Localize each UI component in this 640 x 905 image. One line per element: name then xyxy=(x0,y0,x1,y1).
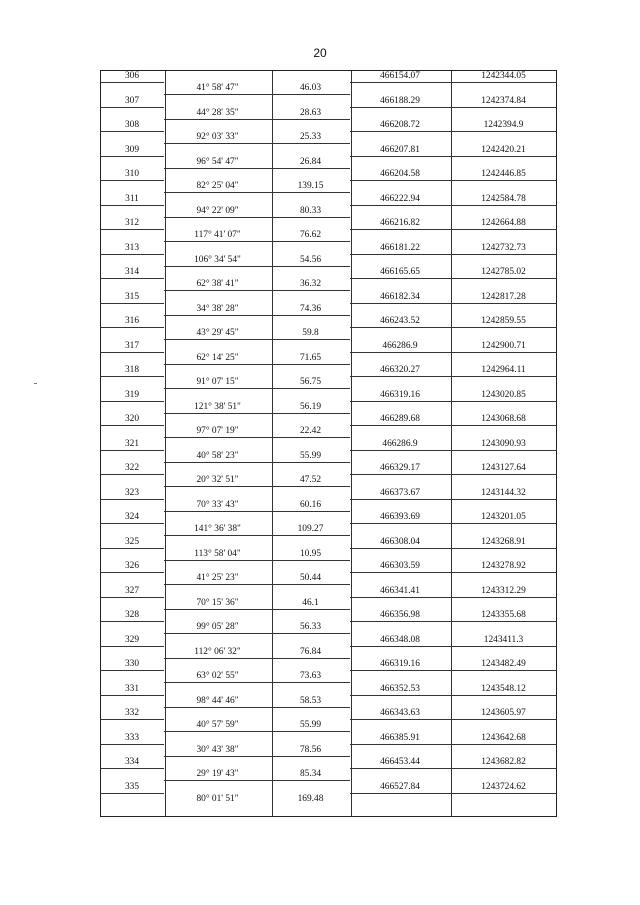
station-rule xyxy=(350,572,557,573)
course-distance: 74.36 xyxy=(299,303,322,314)
station-point-id: 306 xyxy=(124,71,140,81)
station-point-id: 326 xyxy=(124,561,140,571)
course-angle: 106° 34' 54" xyxy=(194,254,241,265)
station-rule xyxy=(350,156,557,157)
course-angle: 29° 19' 43" xyxy=(196,769,239,780)
course-rule xyxy=(164,584,350,585)
station-rule xyxy=(350,768,557,769)
station-northing: 1242420.21 xyxy=(481,144,526,155)
course-distance: 85.34 xyxy=(299,769,322,780)
station-northing: 1242732.73 xyxy=(481,242,526,253)
station-easting: 466453.44 xyxy=(380,757,420,767)
station-point-id: 335 xyxy=(124,781,140,792)
station-point-id: 309 xyxy=(124,144,140,155)
station-point-id: 327 xyxy=(124,585,140,596)
station-rule xyxy=(100,695,164,696)
station-rule xyxy=(350,82,557,83)
station-rule xyxy=(350,523,557,524)
course-distance: 26.84 xyxy=(299,156,322,167)
course-rule xyxy=(164,486,350,487)
station-easting: 466207.81 xyxy=(380,144,420,155)
course-rule xyxy=(164,658,350,659)
station-point-id: 333 xyxy=(124,732,140,743)
course-distance: 46.1 xyxy=(302,597,319,608)
station-northing: 1242664.88 xyxy=(481,218,526,228)
station-point-id: 320 xyxy=(124,414,140,424)
course-angle: 62° 38' 41" xyxy=(196,279,239,290)
station-northing: 1243020.85 xyxy=(481,389,526,400)
station-point-id: 329 xyxy=(124,634,140,645)
station-rule xyxy=(350,303,557,304)
station-northing: 1242859.55 xyxy=(481,316,526,326)
station-northing: 1243411.3 xyxy=(483,634,524,645)
station-easting: 466204.58 xyxy=(380,169,420,179)
course-angle: 63° 02' 55" xyxy=(196,671,239,682)
course-angle: 94° 22' 09" xyxy=(196,205,239,216)
station-point-id: 311 xyxy=(125,193,139,204)
station-point-id: 313 xyxy=(124,242,140,253)
course-rule xyxy=(164,315,350,316)
station-rule xyxy=(350,352,557,353)
station-easting: 466319.16 xyxy=(380,659,420,669)
station-rule xyxy=(350,180,557,181)
station-rule xyxy=(100,254,164,255)
station-rule xyxy=(100,744,164,745)
course-angle: 113° 58' 04" xyxy=(194,548,241,559)
station-easting: 466182.34 xyxy=(380,291,420,302)
course-rule xyxy=(164,168,350,169)
course-rule xyxy=(164,388,350,389)
station-easting: 466319.16 xyxy=(380,389,420,400)
course-angle: 70° 15' 36" xyxy=(196,597,239,608)
station-easting: 466243.52 xyxy=(380,316,420,326)
station-rule xyxy=(100,425,164,426)
station-northing: 1243068.68 xyxy=(481,414,526,424)
station-rule xyxy=(350,107,557,108)
station-point-id: 308 xyxy=(124,120,140,130)
page-number: 20 xyxy=(313,46,327,60)
station-northing: 1242446.85 xyxy=(481,169,526,179)
station-northing: 1243482.49 xyxy=(481,659,526,669)
station-northing: 1243268.91 xyxy=(481,536,526,547)
station-rule xyxy=(350,646,557,647)
course-rule xyxy=(164,780,350,781)
station-rule xyxy=(100,572,164,573)
station-northing: 1242344.05 xyxy=(481,71,526,81)
course-angle: 40° 57' 59" xyxy=(196,720,239,731)
course-distance: 139.15 xyxy=(297,181,324,192)
station-northing: 1242785.02 xyxy=(481,267,526,277)
station-rule xyxy=(350,131,557,132)
station-rule xyxy=(100,82,164,83)
station-rule xyxy=(100,597,164,598)
station-northing: 1243724.62 xyxy=(481,781,526,792)
station-rule xyxy=(350,278,557,279)
station-rule xyxy=(100,303,164,304)
station-easting: 466393.69 xyxy=(380,512,420,522)
station-northing: 1243355.68 xyxy=(481,610,526,620)
course-distance: 78.56 xyxy=(299,744,322,755)
course-angle: 112° 06' 32" xyxy=(194,646,241,657)
station-rule xyxy=(100,719,164,720)
course-distance: 76.62 xyxy=(299,230,322,241)
course-distance: 47.52 xyxy=(299,475,322,486)
course-angle: 97° 07' 19" xyxy=(196,426,239,437)
course-angle: 40° 58' 23" xyxy=(196,450,239,461)
station-rule xyxy=(350,425,557,426)
station-easting: 466286.9 xyxy=(382,438,418,449)
station-rule xyxy=(100,621,164,622)
course-rule xyxy=(164,560,350,561)
station-rule xyxy=(100,793,164,794)
course-distance: 50.44 xyxy=(299,573,322,584)
station-easting: 466289.68 xyxy=(380,414,420,424)
course-angle: 117° 41' 07" xyxy=(194,230,241,241)
station-rule xyxy=(100,450,164,451)
course-rule xyxy=(164,241,350,242)
station-rule xyxy=(100,229,164,230)
station-northing: 1242374.84 xyxy=(481,95,526,106)
course-distance: 58.53 xyxy=(299,695,322,706)
station-easting: 466181.22 xyxy=(380,242,420,253)
course-rule xyxy=(164,364,350,365)
course-rule xyxy=(164,633,350,634)
station-easting: 466303.59 xyxy=(380,561,420,571)
station-rule xyxy=(100,523,164,524)
course-rule xyxy=(164,535,350,536)
course-distance: 71.65 xyxy=(299,352,322,363)
station-easting: 466165.65 xyxy=(380,267,420,277)
station-rule xyxy=(100,499,164,500)
station-rule xyxy=(350,597,557,598)
course-angle: 98° 44' 46" xyxy=(196,695,239,706)
station-point-id: 307 xyxy=(124,95,140,106)
station-rule xyxy=(350,376,557,377)
course-rule xyxy=(164,266,350,267)
margin-mark xyxy=(34,383,37,384)
station-northing: 1242394.9 xyxy=(483,120,524,130)
station-easting: 466385.91 xyxy=(380,732,420,743)
station-easting: 466527.84 xyxy=(380,781,420,792)
station-rule xyxy=(100,548,164,549)
station-rule xyxy=(350,450,557,451)
station-easting: 466216.82 xyxy=(380,218,420,228)
course-rule xyxy=(164,143,350,144)
course-distance: 60.16 xyxy=(299,499,322,510)
station-point-id: 322 xyxy=(124,463,140,473)
course-angle: 82° 25' 04" xyxy=(196,181,239,192)
course-angle: 121° 38' 51" xyxy=(194,401,241,412)
station-rule xyxy=(100,376,164,377)
station-rule xyxy=(100,401,164,402)
station-northing: 1243548.12 xyxy=(481,683,526,694)
station-rule xyxy=(100,646,164,647)
station-point-id: 331 xyxy=(124,683,140,694)
station-rule xyxy=(100,205,164,206)
station-northing: 1242964.11 xyxy=(481,365,526,375)
station-point-id: 328 xyxy=(124,610,140,620)
course-rule xyxy=(164,437,350,438)
station-rule xyxy=(350,621,557,622)
course-distance: 46.03 xyxy=(299,83,322,94)
station-point-id: 321 xyxy=(124,438,140,449)
course-angle: 30° 43' 38" xyxy=(196,744,239,755)
station-northing: 1242900.71 xyxy=(481,340,526,351)
station-point-id: 325 xyxy=(124,536,140,547)
course-angle: 99° 05' 28" xyxy=(196,622,239,633)
course-rule xyxy=(164,511,350,512)
course-rule xyxy=(164,462,350,463)
station-point-id: 319 xyxy=(124,389,140,400)
station-point-id: 314 xyxy=(124,267,140,277)
station-easting: 466188.29 xyxy=(380,95,420,106)
course-distance: 10.95 xyxy=(299,548,322,559)
course-distance: 56.33 xyxy=(299,622,322,633)
course-rule xyxy=(164,119,350,120)
station-northing: 1243278.92 xyxy=(481,561,526,571)
course-distance: 76.84 xyxy=(299,646,322,657)
station-easting: 466222.94 xyxy=(380,193,420,204)
course-distance: 73.63 xyxy=(299,671,322,682)
station-rule xyxy=(350,695,557,696)
course-angle: 62° 14' 25" xyxy=(196,352,239,363)
course-rule xyxy=(164,731,350,732)
station-rule xyxy=(350,401,557,402)
station-easting: 466308.04 xyxy=(380,536,420,547)
course-rule xyxy=(164,94,350,95)
station-rule xyxy=(350,327,557,328)
course-rule xyxy=(164,339,350,340)
station-easting: 466356.98 xyxy=(380,610,420,620)
course-distance: 109.27 xyxy=(297,524,324,535)
course-distance: 80.33 xyxy=(299,205,322,216)
station-rule xyxy=(350,254,557,255)
station-point-id: 332 xyxy=(124,708,140,718)
station-rule xyxy=(100,156,164,157)
course-distance: 54.56 xyxy=(299,254,322,265)
course-rule xyxy=(164,217,350,218)
station-easting: 466320.27 xyxy=(380,365,420,375)
station-point-id: 316 xyxy=(124,316,140,326)
station-northing: 1243312.29 xyxy=(481,585,526,596)
station-point-id: 312 xyxy=(124,218,140,228)
course-angle: 96° 54' 47" xyxy=(196,156,239,167)
station-rule xyxy=(350,793,557,794)
station-easting: 466329.17 xyxy=(380,463,420,473)
station-point-id: 318 xyxy=(124,365,140,375)
course-distance: 36.32 xyxy=(299,279,322,290)
station-rule xyxy=(350,744,557,745)
station-easting: 466286.9 xyxy=(382,340,418,351)
station-rule xyxy=(350,548,557,549)
station-rule xyxy=(350,205,557,206)
course-angle: 20° 32' 51" xyxy=(196,475,239,486)
course-angle: 141° 36' 38" xyxy=(194,524,241,535)
course-angle: 43° 29' 45" xyxy=(196,328,239,339)
course-distance: 55.99 xyxy=(299,720,322,731)
station-point-id: 317 xyxy=(124,340,140,351)
station-easting: 466352.53 xyxy=(380,683,420,694)
station-easting: 466341.41 xyxy=(380,585,420,596)
course-angle: 91° 07' 15" xyxy=(196,377,239,388)
course-rule xyxy=(164,192,350,193)
course-angle: 44° 28' 35" xyxy=(196,107,239,118)
station-northing: 1243144.32 xyxy=(481,487,526,498)
course-distance: 56.75 xyxy=(299,377,322,388)
station-rule xyxy=(100,278,164,279)
station-easting: 466154.07 xyxy=(380,71,420,81)
course-rule xyxy=(164,290,350,291)
station-easting: 466373.67 xyxy=(380,487,420,498)
station-rule xyxy=(100,352,164,353)
station-point-id: 310 xyxy=(124,169,140,179)
station-northing: 1242817.28 xyxy=(481,291,526,302)
station-rule xyxy=(100,180,164,181)
station-rule xyxy=(350,474,557,475)
course-angle: 41° 58' 47" xyxy=(196,83,239,94)
station-rule xyxy=(100,131,164,132)
course-distance: 25.33 xyxy=(299,132,322,143)
course-distance: 56.19 xyxy=(299,401,322,412)
course-rule xyxy=(164,609,350,610)
course-rule xyxy=(164,756,350,757)
station-point-id: 323 xyxy=(124,487,140,498)
station-rule xyxy=(350,229,557,230)
station-northing: 1243127.64 xyxy=(481,463,526,473)
station-easting: 466343.63 xyxy=(380,708,420,718)
course-rule xyxy=(164,413,350,414)
station-rule xyxy=(100,327,164,328)
station-northing: 1243682.82 xyxy=(481,757,526,767)
course-angle: 70° 33' 43" xyxy=(196,499,239,510)
station-point-id: 330 xyxy=(124,659,140,669)
station-northing: 1243201.05 xyxy=(481,512,526,522)
course-angle: 92° 03' 33" xyxy=(196,132,239,143)
course-distance: 22.42 xyxy=(299,426,322,437)
course-distance: 28.63 xyxy=(299,107,322,118)
station-northing: 1243605.97 xyxy=(481,708,526,718)
station-rule xyxy=(100,474,164,475)
station-northing: 1243642.68 xyxy=(481,732,526,743)
station-point-id: 334 xyxy=(124,757,140,767)
course-angle: 80° 01' 51" xyxy=(196,793,239,804)
station-northing: 1242584.78 xyxy=(481,193,526,204)
course-distance: 55.99 xyxy=(299,450,322,461)
course-angle: 41° 25' 23" xyxy=(196,573,239,584)
station-rule xyxy=(350,670,557,671)
course-rule xyxy=(164,682,350,683)
course-rule xyxy=(164,707,350,708)
station-northing: 1243090.93 xyxy=(481,438,526,449)
station-rule xyxy=(350,719,557,720)
station-easting: 466208.72 xyxy=(380,120,420,130)
course-angle: 34° 38' 28" xyxy=(196,303,239,314)
station-point-id: 324 xyxy=(124,512,140,522)
station-rule xyxy=(100,107,164,108)
station-rule xyxy=(100,768,164,769)
station-rule xyxy=(100,670,164,671)
course-distance: 59.8 xyxy=(302,328,319,339)
course-distance: 169.48 xyxy=(297,793,324,804)
station-easting: 466348.08 xyxy=(380,634,420,645)
station-point-id: 315 xyxy=(124,291,140,302)
station-rule xyxy=(350,499,557,500)
